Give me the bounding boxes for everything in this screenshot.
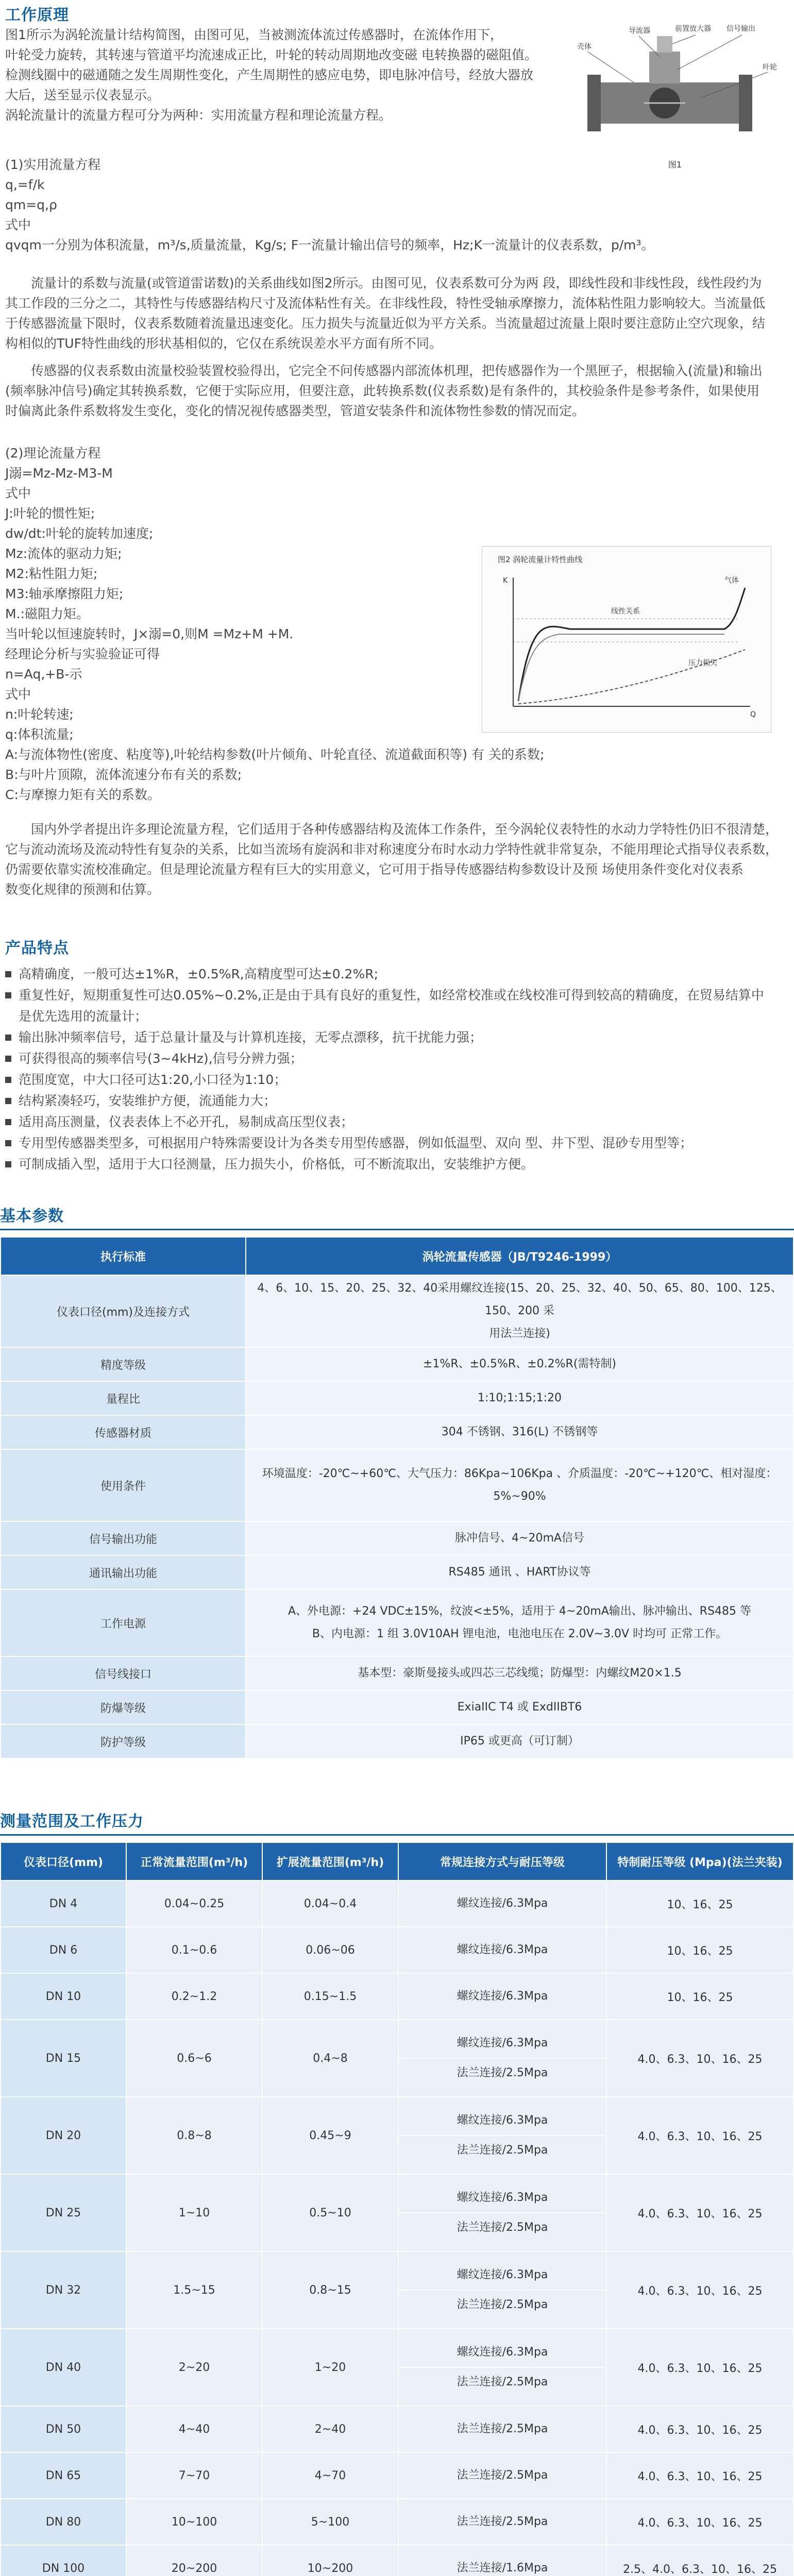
param-name: 工作电源 — [1, 1589, 246, 1656]
special-pressure-cell: 4.0、6.3、10、16、25 — [606, 2406, 793, 2452]
table-row — [1, 1381, 793, 1415]
bullet-icon — [5, 1056, 11, 1062]
fig1-label: 前置放大器 — [675, 25, 711, 33]
param-value-line: ExiaIIC T4 或 ExdIIBT6 — [457, 1701, 582, 1714]
figure-2 — [482, 546, 771, 733]
param-value-line: 环境温度：-20℃~+60℃、大气压力：86Kpa~106Kpa 、介质温度：-20℃~+120℃、相对湿度：5%~90% — [262, 1467, 778, 1503]
bullet-icon — [5, 1161, 11, 1167]
formula-line: J溺=Mz-Mz-M3-M — [5, 466, 113, 481]
size-cell: DN 65 — [1, 2452, 126, 2499]
fig1-label: 壳体 — [577, 43, 592, 51]
param-value — [246, 1449, 793, 1521]
size-cell: DN 100 — [1, 2545, 126, 2576]
section-title-range: 测量范围及工作压力 — [0, 1808, 794, 1836]
bullet-icon — [5, 1140, 11, 1146]
formula-line: q:体积流量; — [5, 727, 74, 742]
param-name: 仪表口径(mm)及连接方式 — [1, 1275, 246, 1347]
connection-cell — [398, 2545, 606, 2576]
connection-cell — [398, 1880, 606, 1927]
text-line: 它与流动流场及流动特性有复杂的关系，比如当流场有旋涡和非对称速度分布时水动力学特性就非常复杂，不能用理论式指导仪表系数， — [5, 842, 779, 857]
table-row — [1, 1880, 793, 1927]
param-value-line: 1:10;1:15;1:20 — [477, 1392, 562, 1404]
table-row — [1, 1555, 793, 1589]
param-name: 量程比 — [1, 1381, 246, 1415]
feature-item: 专用型传感器类型多，可根据用户特殊需要设计为各类专用型传感器，例如低温型、双向 型、井下型、混砂专用型等； — [5, 1132, 788, 1154]
special-pressure-cell: 10、16、25 — [606, 1973, 793, 2020]
param-value-line: RS485 通讯 、HART协议等 — [448, 1566, 591, 1579]
table-row — [1, 1521, 793, 1555]
special-pressure-cell: 4.0、6.3、10、16、25 — [606, 2452, 793, 2499]
text-line: 仍需要依靠实流校准确定。但是理论流量方程有巨大的实用意义，它可用于指导传感器结构参数设计及预 场使用条件变化对仪表系 — [5, 862, 744, 877]
connection-cell — [398, 2406, 606, 2452]
connection-line: 螺纹连接/6.3Mpa — [457, 1897, 548, 1910]
text-line: 其工作段的三分之二，其特性与传感器结构尺寸及流体粘性有关。在非线性段，特性受轴承摩擦力，流体粘性阻力影响较大。当流量低 — [5, 296, 766, 311]
formula-line: dw/dt:叶轮的旋转加速度; — [5, 526, 154, 541]
connection-line: 法兰连接/2.5Mpa — [399, 2367, 605, 2397]
range-table — [0, 1842, 794, 2576]
fig1-label: 叶轮 — [763, 63, 777, 72]
table-row — [1, 1449, 793, 1521]
special-pressure-cell: 4.0、6.3、10、16、25 — [606, 2499, 793, 2545]
subheading: (1)实用流量方程 — [5, 157, 101, 172]
bullet-icon — [5, 1119, 11, 1125]
normal-range-cell: 0.1~0.6 — [126, 1927, 262, 1973]
table-row — [1, 1275, 793, 1347]
column-header: 扩展流量范围(m³/h) — [262, 1842, 398, 1880]
bullet-icon — [5, 1077, 11, 1083]
param-name: 传感器材质 — [1, 1415, 246, 1449]
formula-line: n:叶轮转速; — [5, 707, 74, 722]
connection-line: 螺纹连接/6.3Mpa — [457, 2191, 548, 2204]
special-pressure-cell: 4.0、6.3、10、16、25 — [606, 2174, 793, 2251]
formula-line: qm=q,ρ — [5, 197, 57, 212]
text-line: 于传感器流量下限时，仪表系数随着流量迅速变化。压力损失与流量近似为平方关系。当流量超过流量上限时要注意防止空穴现象，结 — [5, 316, 766, 331]
extended-range-cell: 0.06~06 — [262, 1927, 398, 1973]
table-row — [1, 1347, 793, 1381]
special-pressure-cell: 10、16、25 — [606, 1927, 793, 1973]
connection-line: 法兰连接/2.5Mpa — [457, 2422, 548, 2435]
normal-range-cell: 0.2~1.2 — [126, 1973, 262, 2020]
formula-line: Mz:流体的驱动力矩; — [5, 546, 122, 561]
formula-line: M3:轴承摩擦阻力矩; — [5, 586, 124, 601]
column-header: 涡轮流量传感器（JB/T9246-1999） — [246, 1237, 793, 1275]
formula-line: q,=f/k — [5, 177, 45, 192]
table-row — [1, 1415, 793, 1449]
extended-range-cell: 10~200 — [262, 2545, 398, 2576]
fig2-label: 线性关系 — [611, 607, 640, 616]
table-row — [1, 1589, 793, 1656]
connection-cell — [398, 1973, 606, 2020]
connection-cell — [398, 2251, 606, 2329]
connection-cell — [398, 2329, 606, 2406]
fig2-label: 气体 — [724, 577, 739, 585]
size-cell: DN 32 — [1, 2251, 126, 2329]
size-cell: DN 10 — [1, 1973, 126, 2020]
param-value — [246, 1555, 793, 1589]
formula-line: J:叶轮的惯性矩; — [5, 506, 95, 521]
text-line: 数变化规律的预测和估算。 — [5, 882, 160, 897]
normal-range-cell: 0.6~6 — [126, 2020, 262, 2097]
column-header: 执行标准 — [1, 1237, 246, 1275]
table-row — [1, 2499, 793, 2545]
connection-line: 螺纹连接/6.3Mpa — [457, 1990, 548, 2003]
connection-line: 法兰连接/2.5Mpa — [457, 2515, 548, 2528]
param-value — [246, 1415, 793, 1449]
column-header: 正常流量范围(m³/h) — [126, 1842, 262, 1880]
formula-line: C:与摩擦力矩有关的系数。 — [5, 787, 160, 802]
param-value-line: A、外电源：+24 VDC±15%，纹波<±5%，适用于 4~20mA输出、脉冲输出、RS485 等 — [288, 1605, 752, 1618]
fig1-label: 导流器 — [629, 27, 650, 35]
param-name: 精度等级 — [1, 1347, 246, 1381]
param-value-line: 用法兰连接) — [489, 1327, 550, 1340]
extended-range-cell: 0.45~9 — [262, 2097, 398, 2174]
normal-range-cell: 0.04~0.25 — [126, 1880, 262, 1927]
param-value — [246, 1656, 793, 1690]
features-list — [5, 963, 788, 1175]
size-cell: DN 20 — [1, 2097, 126, 2174]
section-title-principle: 工作原理 — [5, 6, 69, 24]
text-line: 大后，送至显示仪表显示。 — [5, 88, 160, 103]
text-line: 流量计的系数与流量(或管道雷诺数)的关系曲线如图2所示。由图可见，仪表系数可分为两 段，即线性段和非线性段，线性段约为 — [31, 276, 762, 291]
bullet-icon — [5, 1035, 11, 1041]
section-title-features: 产品特点 — [5, 939, 69, 957]
param-value-line: 基本型：豪斯曼接头或四芯三芯线缆；防爆型：内螺纹M20×1.5 — [358, 1667, 682, 1680]
param-value — [246, 1690, 793, 1724]
text-line: 国内外学者提出许多理论流量方程，它们适用于各种传感器结构及流体工作条件，至今涡轮仪表特性的水动力学特性仍旧不很清楚， — [31, 822, 779, 837]
feature-item: 适用高压测量，仪表表体上不必开孔，易制成高压型仪表； — [5, 1111, 788, 1132]
extended-range-cell: 2~40 — [262, 2406, 398, 2452]
size-cell: DN 80 — [1, 2499, 126, 2545]
table-row — [1, 2097, 793, 2174]
normal-range-cell: 10~100 — [126, 2499, 262, 2545]
bullet-icon — [5, 971, 11, 977]
text-line: 检测线圈中的磁通随之发生周期性变化，产生周期性的感应电势，即电脉冲信号，经放大器放 — [5, 67, 534, 82]
principle-para-2 — [5, 361, 788, 421]
text-line: (频率脉冲信号)确定其转换系数，它便于实际应用，但要注意，此转换系数(仪表系数)是有条件的，其校验条件是参考条件，如果使用 — [5, 383, 760, 398]
connection-line: 法兰连接/2.5Mpa — [399, 2058, 605, 2088]
extended-range-cell: 5~100 — [262, 2499, 398, 2545]
column-header: 特制耐压等级 (Mpa)(法兰夹装) — [606, 1842, 793, 1880]
formula-line: 式中 — [5, 217, 31, 232]
param-value-line: IP65 或更高（可订制） — [460, 1735, 579, 1748]
formula-line: 式中 — [5, 687, 31, 702]
feature-item: 可制成插入型，适用于大口径测量，压力损失小，价格低，可不断流取出，安装维护方便。 — [5, 1154, 788, 1175]
connection-line: 螺纹连接/6.3Mpa — [457, 2346, 548, 2359]
formula-line: n=Aq,+B-示 — [5, 667, 82, 682]
table-row — [1, 2452, 793, 2499]
param-value — [246, 1381, 793, 1415]
param-value-line: 304 不锈钢、316(L) 不锈钢等 — [441, 1426, 598, 1438]
size-cell: DN 40 — [1, 2329, 126, 2406]
text-line: 时偏离此条件系数将发生变化，变化的情况视传感器类型，管道安装条件和流体物性参数的情况而定。 — [5, 403, 585, 418]
connection-cell — [398, 2097, 606, 2174]
connection-line: 法兰连接/2.5Mpa — [399, 2135, 605, 2165]
connection-cell — [398, 2020, 606, 2097]
special-pressure-cell: 4.0、6.3、10、16、25 — [606, 2251, 793, 2329]
fig2-label: Q — [750, 710, 756, 719]
text-line: 叶轮受力旋转，其转速与管道平均流速成正比，叶轮的转动周期地改变磁 电转换器的磁阻值。 — [5, 47, 537, 62]
normal-range-cell: 20~200 — [126, 2545, 262, 2576]
param-value — [246, 1589, 793, 1656]
table-row — [1, 1724, 793, 1758]
special-pressure-cell: 4.0、6.3、10、16、25 — [606, 2020, 793, 2097]
normal-range-cell: 0.8~8 — [126, 2097, 262, 2174]
formula-line: A:与流体物性(密度、粘度等),叶轮结构参数(叶片倾角、叶轮直径、流道截面积等) 有 关的系数; — [5, 747, 545, 762]
subheading: (2)理论流量方程 — [5, 446, 101, 461]
formula-line: 经理论分析与实验验证可得 — [5, 647, 160, 662]
normal-range-cell: 1.5~15 — [126, 2251, 262, 2329]
param-name: 使用条件 — [1, 1449, 246, 1521]
connection-cell — [398, 2174, 606, 2251]
table-row — [1, 1690, 793, 1724]
special-pressure-cell: 10、16、25 — [606, 1880, 793, 1927]
special-pressure-cell: 4.0、6.3、10、16、25 — [606, 2329, 793, 2406]
connection-cell — [398, 2499, 606, 2545]
table-row — [1, 1973, 793, 2020]
feature-item: 重复性好，短期重复性可达0.05%~0.2%,正是由于具有良好的重复性，如经常校准或在线校准可得到较高的精确度，在贸易结算中 — [5, 985, 788, 1006]
feature-item: 结构紧凑轻巧，安装维护方便，流通能力大； — [5, 1090, 788, 1111]
param-value — [246, 1521, 793, 1555]
param-name: 信号线接口 — [1, 1656, 246, 1690]
characteristic-curve-diagram — [482, 547, 771, 732]
table-row — [1, 1927, 793, 1973]
extended-range-cell: 4~70 — [262, 2452, 398, 2499]
feature-item: 高精确度，一般可达±1%R，±0.5%R,高精度型可达±0.2%R; — [5, 963, 788, 985]
extended-range-cell: 1~20 — [262, 2329, 398, 2406]
connection-line: 法兰连接/2.5Mpa — [399, 2212, 605, 2242]
formula-line: 式中 — [5, 486, 31, 501]
formula-line: qvqm一分别为体积流量，m³/s,质量流量，Kg/s; F一流量计输出信号的频率，Hz;K一流量计的仪表系数，p/m³。 — [5, 238, 654, 252]
connection-line: 法兰连接/2.5Mpa — [399, 2290, 605, 2319]
special-pressure-cell: 4.0、6.3、10、16、25 — [606, 2097, 793, 2174]
param-value-line: 脉冲信号、4~20mA信号 — [455, 1532, 584, 1545]
formula-line: 当叶轮以恒速旋转时，J×溺=0,则M =Mz+M +M. — [5, 626, 294, 641]
param-value-line: 4、6、10、15、20、25、32、40采用螺纹连接(15、20、25、32、40、50、65、80、100、125、150、200 采 — [257, 1282, 782, 1317]
size-cell: DN 6 — [1, 1927, 126, 1973]
fig2-title: 图2 涡轮流量计特性曲线 — [498, 555, 583, 564]
practical-equation — [5, 155, 788, 255]
fig1-label: 信号输出 — [727, 25, 755, 33]
connection-line: 法兰连接/2.5Mpa — [457, 2469, 548, 2482]
feature-item: 范围度宽，中大口径可达1:20,小口径为1:10； — [5, 1069, 788, 1090]
column-header: 常规连接方式与耐压等级 — [398, 1842, 606, 1880]
param-name: 防护等级 — [1, 1724, 246, 1758]
table-row — [1, 2406, 793, 2452]
table-row — [1, 2329, 793, 2406]
param-value-line: B、内电源：1 组 3.0V10AH 锂电池，电池电压在 2.0V~3.0V 时均可 正常工作。 — [312, 1628, 728, 1640]
special-pressure-cell: 2.5、4.0、6.3、10、16、25 — [606, 2545, 793, 2576]
param-value — [246, 1347, 793, 1381]
section-title-basic: 基本参数 — [0, 1203, 794, 1230]
param-name: 通讯输出功能 — [1, 1555, 246, 1589]
size-cell: DN 15 — [1, 2020, 126, 2097]
feature-item: 输出脉冲频率信号，适于总量计量及与计算机连接，无零点漂移，抗干扰能力强； — [5, 1027, 788, 1048]
table-row — [1, 2251, 793, 2329]
text-line: 传感器的仪表系数由流量校验装置校验得出，它完全不问传感器内部流体机理，把传感器作为一个黑匣子，根据输入(流量)和输出 — [31, 363, 763, 378]
basic-params-table — [0, 1236, 794, 1759]
text-line: 图1所示为涡轮流量计结构简图，由图可见，当被测流体流过传感器时，在流体作用下， — [5, 27, 503, 42]
param-value — [246, 1275, 793, 1347]
table-row — [1, 2020, 793, 2097]
bullet-icon — [5, 992, 11, 998]
connection-cell — [398, 1927, 606, 1973]
text-line: 构相似的TUF特性曲线的形状基相似的，它仅在系统误差水平方面有所不同。 — [5, 336, 442, 351]
normal-range-cell: 4~40 — [126, 2406, 262, 2452]
text-line: 涡轮流量计的流量方程可分为两种：实用流量方程和理论流量方程。 — [5, 108, 392, 123]
feature-item: 可获得很高的频率信号(3~4kHz),信号分辨力强； — [5, 1048, 788, 1069]
table-row — [1, 1656, 793, 1690]
table-row — [1, 2545, 793, 2576]
normal-range-cell: 1~10 — [126, 2174, 262, 2251]
extended-range-cell: 0.4~8 — [262, 2020, 398, 2097]
size-cell: DN 25 — [1, 2174, 126, 2251]
connection-line: 法兰连接/1.6Mpa — [457, 2562, 548, 2574]
bullet-icon — [5, 1098, 11, 1104]
principle-intro — [5, 25, 562, 125]
fig2-label: K — [503, 577, 508, 585]
connection-line: 螺纹连接/6.3Mpa — [457, 2037, 548, 2049]
param-name: 防爆等级 — [1, 1690, 246, 1724]
formula-line: B:与叶片顶隙，流体流速分布有关的系数; — [5, 767, 242, 782]
feature-item: 是优先选用的流量计； — [19, 1009, 148, 1024]
normal-range-cell: 2~20 — [126, 2329, 262, 2406]
connection-line: 螺纹连接/6.3Mpa — [457, 2114, 548, 2127]
connection-line: 螺纹连接/6.3Mpa — [457, 2268, 548, 2281]
param-value-line: ±1%R、±0.5%R、±0.2%R(需特制) — [423, 1358, 616, 1370]
normal-range-cell: 7~70 — [126, 2452, 262, 2499]
size-cell: DN 4 — [1, 1880, 126, 1927]
principle-para-1 — [5, 273, 788, 353]
connection-line: 螺纹连接/6.3Mpa — [457, 1943, 548, 1956]
extended-range-cell: 0.15~1.5 — [262, 1973, 398, 2020]
param-value — [246, 1724, 793, 1758]
extended-range-cell: 0.5~10 — [262, 2174, 398, 2251]
principle-para-3 — [5, 819, 788, 900]
param-name: 信号输出功能 — [1, 1521, 246, 1555]
table-row — [1, 2174, 793, 2251]
extended-range-cell: 0.04~0.4 — [262, 1880, 398, 1927]
fig1-caption: 图1 — [668, 160, 682, 170]
formula-line: M.:磁阻力矩。 — [5, 606, 89, 621]
formula-line: M2:粘性阻力矩; — [5, 566, 98, 581]
extended-range-cell: 0.8~15 — [262, 2251, 398, 2329]
size-cell: DN 50 — [1, 2406, 126, 2452]
connection-cell — [398, 2452, 606, 2499]
column-header: 仪表口径(mm) — [1, 1842, 126, 1880]
fig2-label: 压力损失 — [688, 659, 717, 667]
